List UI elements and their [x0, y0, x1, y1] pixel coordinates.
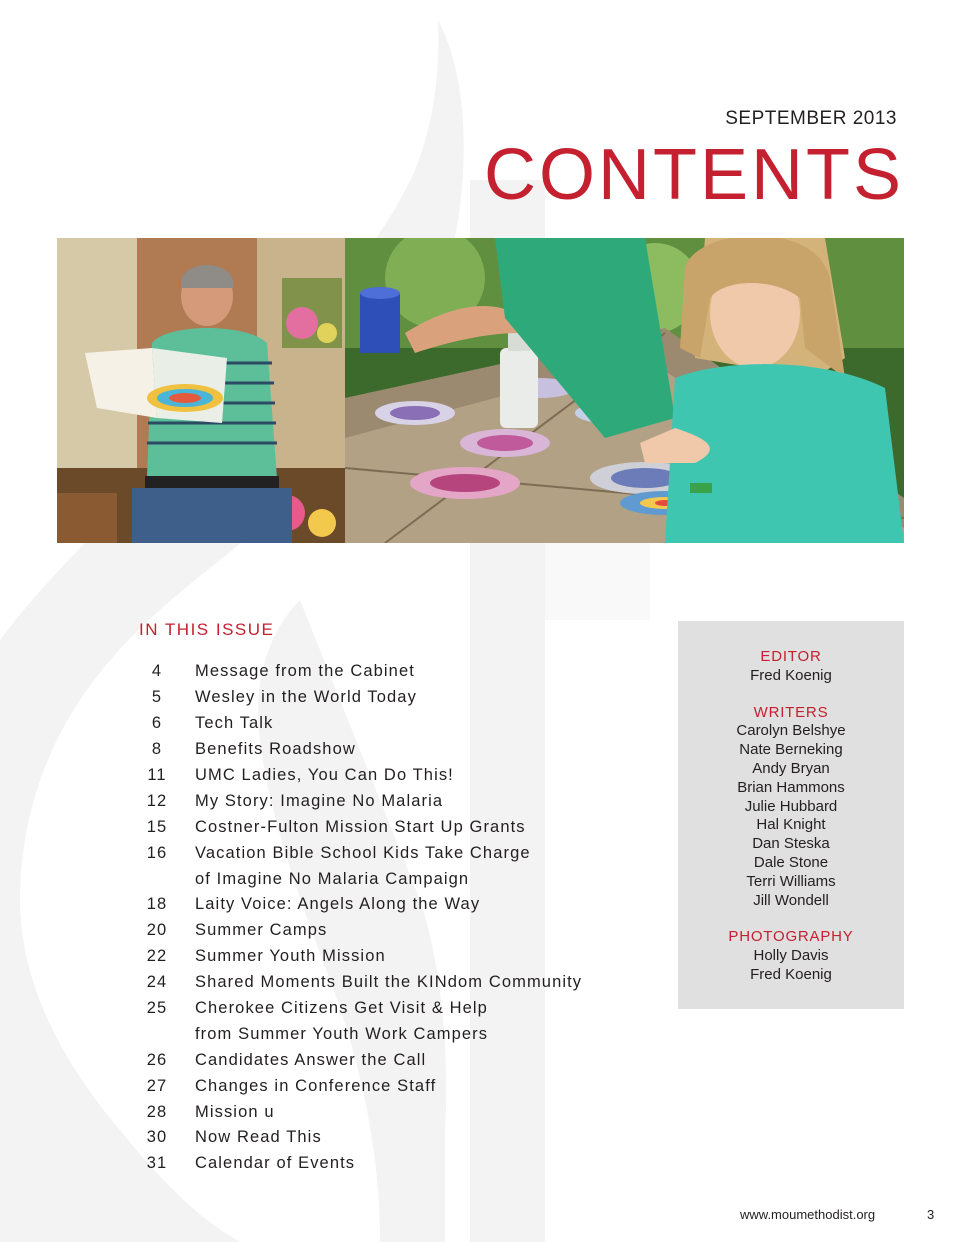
toc-page-number: 20: [146, 921, 168, 940]
toc-page-number: 12: [146, 791, 168, 810]
toc-article-title: Changes in Conference Staff: [195, 1076, 437, 1095]
toc-article-title: UMC Ladies, You Can Do This!: [195, 766, 454, 784]
toc-page-number: 27: [146, 1076, 168, 1095]
writer-name: Julie Hubbard: [744, 797, 838, 815]
toc-entry[interactable]: [137, 711, 617, 737]
writer-name: Dale Stone: [753, 853, 829, 871]
toc-article-title: Costner-Fulton Mission Start Up Grants: [195, 817, 526, 836]
toc-article-title: Tech Talk: [195, 714, 274, 733]
toc-page-number: 28: [146, 1102, 168, 1121]
toc-page-number: 31: [146, 1154, 168, 1173]
toc-page-number: 22: [146, 947, 168, 966]
toc-article-title: Summer Camps: [195, 921, 328, 940]
toc-page-number: 30: [146, 1128, 168, 1147]
editor-credits: [678, 621, 904, 686]
toc-page-number: 5: [151, 688, 163, 707]
writer-name: Dan Steska: [752, 835, 830, 853]
toc-entry[interactable]: [137, 788, 617, 814]
writer-name: Jill Wondell: [753, 891, 829, 909]
writer-name: Andy Bryan: [752, 759, 830, 777]
toc-article-title: Message from the Cabinet: [195, 662, 415, 681]
staff-credits-box: [678, 621, 904, 1009]
toc-article-title: Cherokee Citizens Get Visit & Help: [195, 999, 488, 1018]
toc-page-number: 4: [151, 662, 163, 681]
toc-page-number: 16: [146, 843, 168, 862]
toc-entry[interactable]: [137, 659, 617, 685]
toc-entry[interactable]: [137, 996, 617, 1022]
toc-page-number: 6: [151, 714, 163, 733]
table-of-contents: [137, 659, 617, 1177]
toc-article-title: Wesley in the World Today: [195, 688, 417, 707]
photo-man-reading: [57, 238, 355, 543]
toc-article-title: of Imagine No Malaria Campaign: [195, 869, 470, 888]
photo-kids-painting: [345, 238, 904, 543]
toc-article-title: My Story: Imagine No Malaria: [195, 791, 444, 810]
toc-article-title: from Summer Youth Work Campers: [195, 1024, 489, 1043]
toc-article-title: Vacation Bible School Kids Take Charge: [195, 843, 531, 862]
writer-name: Nate Berneking: [739, 741, 843, 759]
toc-page-number: 15: [146, 817, 168, 836]
toc-entry[interactable]: [137, 814, 617, 840]
toc-page-number: 25: [146, 999, 168, 1018]
toc-entry[interactable]: [137, 763, 617, 789]
toc-entry[interactable]: [137, 1151, 617, 1177]
photography-credits: [678, 910, 904, 984]
website-url[interactable]: www.moumethodist.org: [740, 1207, 876, 1222]
issue-date: SEPTEMBER 2013: [725, 108, 897, 129]
photographer-name: Holly Davis: [753, 947, 829, 965]
toc-article-title: Benefits Roadshow: [195, 740, 356, 759]
page-title: CONTENTS: [484, 135, 904, 215]
toc-article-title: Calendar of Events: [195, 1154, 356, 1173]
toc-article-title: Shared Moments Built the KINdom Community: [195, 973, 583, 992]
toc-entry[interactable]: [137, 1073, 617, 1099]
photographer-name: Fred Koenig: [750, 965, 832, 983]
toc-heading: IN THIS ISSUE: [139, 620, 275, 639]
toc-page-number: 18: [146, 895, 168, 914]
toc-entry[interactable]: [137, 970, 617, 996]
toc-entry[interactable]: [137, 1047, 617, 1073]
toc-page-number: 8: [151, 740, 163, 759]
toc-article-title: Candidates Answer the Call: [195, 1050, 427, 1069]
writer-name: Hal Knight: [756, 816, 826, 834]
writer-name: Brian Hammons: [737, 778, 845, 796]
editor-heading: EDITOR: [760, 648, 822, 665]
toc-entry[interactable]: [137, 685, 617, 711]
toc-entry[interactable]: [137, 1099, 617, 1125]
toc-article-title: Laity Voice: Angels Along the Way: [195, 895, 481, 914]
writer-name: Carolyn Belshye: [736, 722, 846, 740]
toc-entry[interactable]: [137, 737, 617, 763]
toc-entry[interactable]: [137, 840, 617, 866]
toc-entry[interactable]: [137, 944, 617, 970]
toc-article-title: Summer Youth Mission: [195, 947, 386, 966]
toc-page-number: 11: [147, 766, 167, 784]
toc-entry-continued[interactable]: [137, 866, 617, 892]
toc-page-number: 26: [146, 1050, 168, 1069]
toc-article-title: Mission u: [195, 1102, 275, 1121]
toc-entry-continued[interactable]: [137, 1021, 617, 1047]
toc-entry[interactable]: [137, 1125, 617, 1151]
photography-heading: PHOTOGRAPHY: [728, 928, 854, 946]
writer-credits: [678, 686, 904, 911]
toc-page-number: 24: [146, 973, 168, 992]
writers-heading: WRITERS: [753, 703, 829, 721]
toc-entry[interactable]: [137, 918, 617, 944]
writer-name: Terri Williams: [746, 872, 836, 890]
editor-name: Fred Koenig: [750, 666, 832, 684]
toc-article-title: Now Read This: [195, 1128, 322, 1147]
toc-entry[interactable]: [137, 892, 617, 918]
page-number: 3: [927, 1207, 935, 1222]
